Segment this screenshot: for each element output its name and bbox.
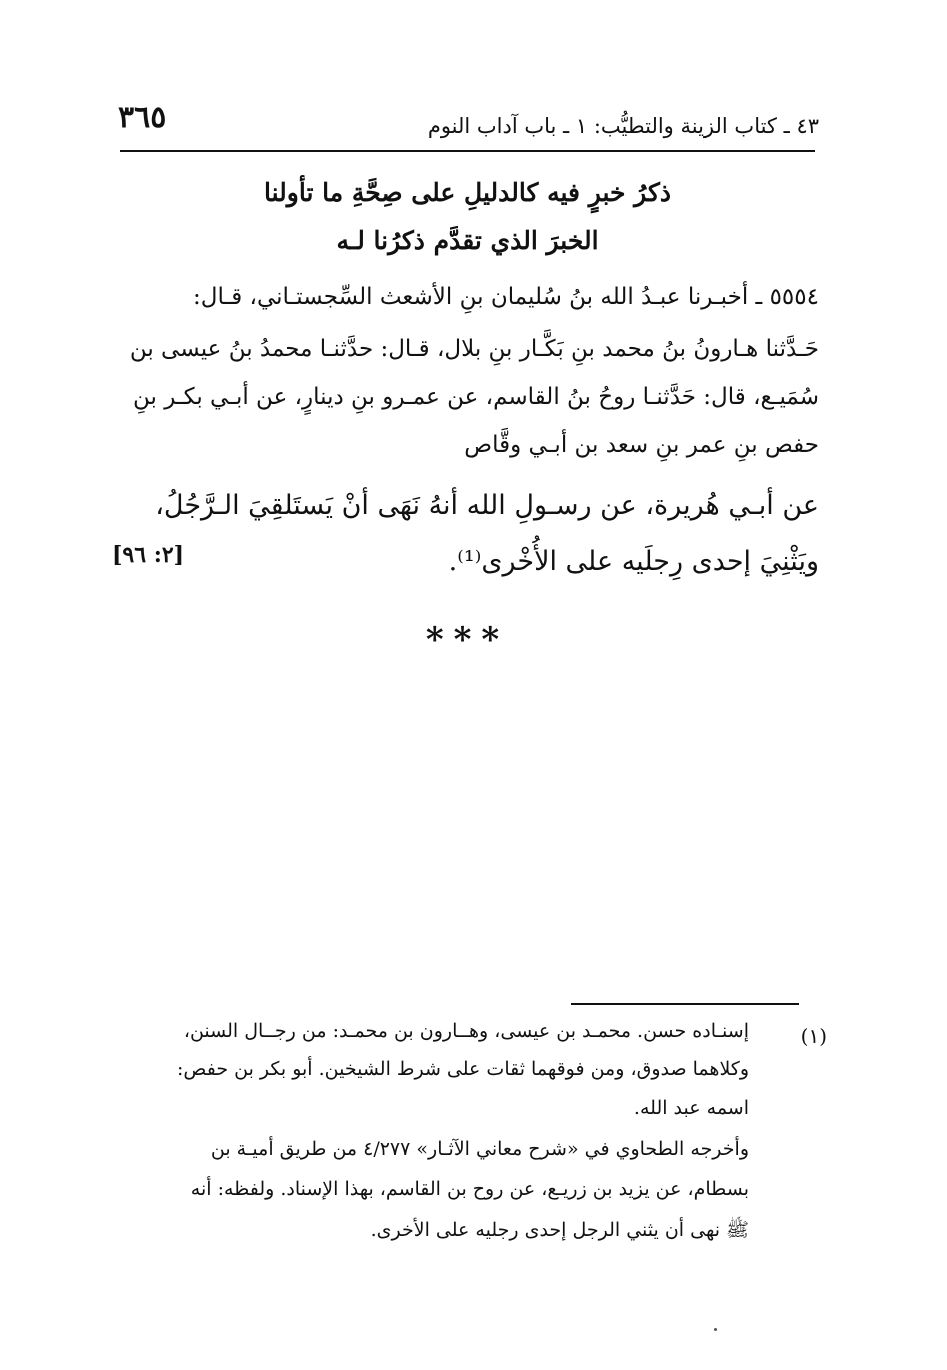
- section-heading-line-1: ذكرُ خبرٍ فيه كالدليلِ على صِحَّةِ ما تأولنا: [263, 178, 672, 207]
- footnote-rule: [571, 1003, 799, 1005]
- footnote-line-1: إسنـاده حسن. محمـد بن عيسى، وهــارون بن محمـد: من رجــال السنن،: [183, 1020, 749, 1042]
- footnote-marker: (١): [800, 1024, 827, 1048]
- isnad-line-1: ٥٥٥٤ ـ أخبـرنا عبـدُ الله بنُ سُليمان بنِ الأشعث السِّجستـاني، قـال:: [193, 284, 819, 310]
- header-rule: [120, 150, 815, 152]
- matn-line-1: عن أبـي هُريرة، عن رسـولِ الله أنهُ نَهَى أنْ يَستَلقِيَ الـرَّجُلُ،: [155, 490, 819, 521]
- section-heading-line-2: الخبرَ الذي تقدَّم ذكرُنا لـه: [336, 226, 599, 255]
- scan-speck: [714, 1328, 717, 1331]
- running-head: ٤٣ ـ كتاب الزينة والتطيُّب: ١ ـ باب آداب النوم: [427, 114, 819, 138]
- matn-line-2: ويَثْنِيَ إحدى رِجلَيه على الأُخْرى⁽¹⁾.: [448, 546, 819, 577]
- isnad-line-2: حَـدَّثنا هـارونُ بنُ محمد بنِ بَكَّـار بنِ بلال، قـال: حدَّثنـا محمدُ بنُ عيسى بن: [129, 336, 819, 362]
- page-number: ٣٦٥: [118, 100, 167, 135]
- footnote-line-4: وأخرجه الطحاوي في «شرح معاني الآثـار» ٤/٢٧٧ من طريق أميـة بن: [210, 1138, 749, 1160]
- footnote-line-6: ﷺ نهى أن يثني الرجل إحدى رجليه على الأخرى.: [370, 1219, 749, 1241]
- footnote-line-2: وكلاهما صدوق، ومن فوقهما ثقات على شرط الشيخين. أبو بكر بن حفص:: [177, 1058, 749, 1080]
- footnote-line-5: بسطام، عن يزيد بن زريـع، عن روح بن القاسم، بهذا الإسناد. ولفظه: أنه: [190, 1178, 749, 1200]
- isnad-line-4: حفص بنِ عمر بنِ سعد بن أبـي وقَّاص: [464, 432, 819, 458]
- section-separator: ***: [425, 620, 510, 660]
- isnad-line-3: سُمَيـع، قال: حَدَّثنـا روحُ بنُ القاسم، عن عمـرو بنِ دينارٍ، عن أبـي بكـر بنِ: [132, 384, 819, 410]
- hadith-reference: [٢: ٩٦]: [112, 542, 185, 568]
- footnote-line-3: اسمه عبد الله.: [633, 1097, 749, 1119]
